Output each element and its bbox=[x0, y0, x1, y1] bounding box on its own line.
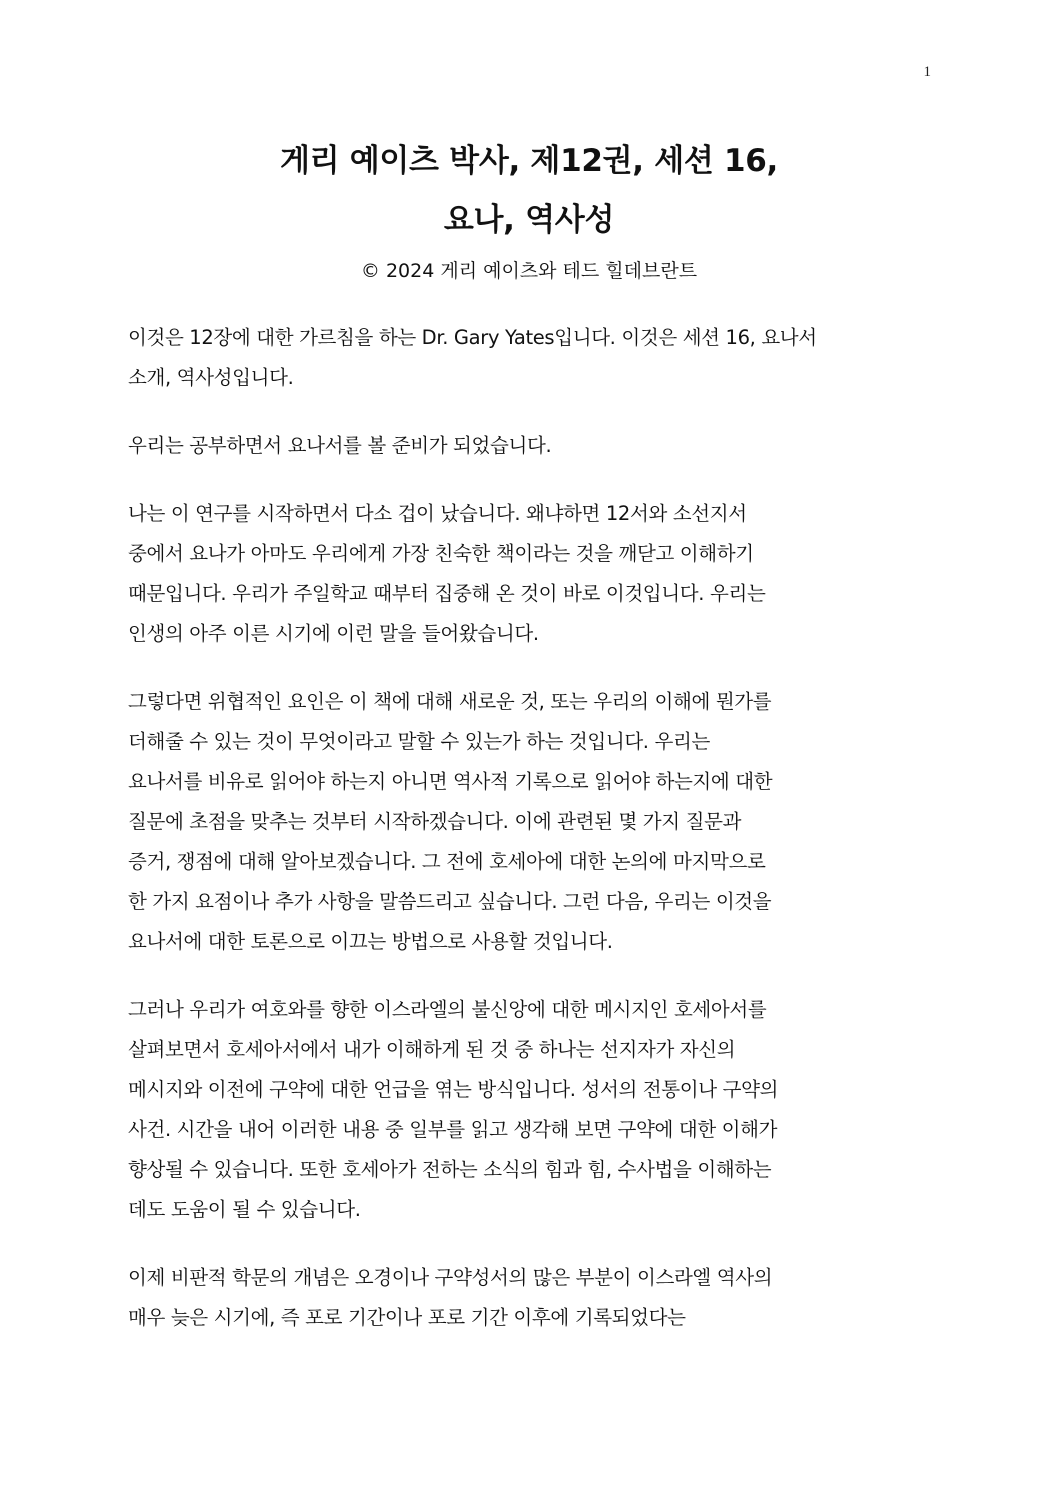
text-line: 더해줄 수 있는 것이 무엇이라고 말할 수 있는가 하는 것입니다. 우리는 bbox=[128, 730, 710, 753]
text-line: 향상될 수 있습니다. 또한 호세아가 전하는 소식의 힘과 힘, 수사법을 이해하는 bbox=[128, 1158, 772, 1181]
paragraph-1 bbox=[128, 318, 948, 398]
text-line: 요나서를 비유로 읽어야 하는지 아니면 역사적 기록으로 읽어야 하는지에 대한 bbox=[128, 770, 773, 793]
text-line: 살펴보면서 호세아서에서 내가 이해하게 된 것 중 하나는 선지자가 자신의 bbox=[128, 1038, 736, 1061]
text-line: 소개, 역사성입니다. bbox=[128, 366, 294, 389]
text-line: 이것은 12장에 대한 가르침을 하는 Dr. Gary Yates입니다. 이것은 세션 16, 요나서 bbox=[128, 326, 817, 349]
text-line: 나는 이 연구를 시작하면서 다소 겁이 났습니다. 왜냐하면 12서와 소선지서 bbox=[128, 502, 747, 525]
paragraph-5 bbox=[128, 990, 948, 1230]
text-line: 요나서에 대한 토론으로 이끄는 방법으로 사용할 것입니다. bbox=[128, 930, 613, 953]
text-line: 매우 늦은 시기에, 즉 포로 기간이나 포로 기간 이후에 기록되었다는 bbox=[128, 1306, 686, 1329]
text-line: 때문입니다. 우리가 주일학교 때부터 집중해 온 것이 바로 이것입니다. 우리는 bbox=[128, 582, 766, 605]
text-line: 인생의 아주 이른 시기에 이런 말을 들어왔습니다. bbox=[128, 622, 539, 645]
paragraph-4 bbox=[128, 682, 948, 962]
page-number: 1 bbox=[923, 64, 931, 80]
paragraph-6 bbox=[128, 1258, 948, 1338]
paragraph-2 bbox=[128, 426, 948, 466]
text-line: 한 가지 요점이나 추가 사항을 말씀드리고 싶습니다. 그런 다음, 우리는 이것을 bbox=[128, 890, 772, 913]
title-line-2: 요나, 역사성 bbox=[443, 202, 615, 238]
text-line: 이제 비판적 학문의 개념은 오경이나 구약성서의 많은 부분이 이스라엘 역사의 bbox=[128, 1266, 773, 1289]
text-line: 우리는 공부하면서 요나서를 볼 준비가 되었습니다. bbox=[128, 434, 552, 457]
text-line: 증거, 쟁점에 대해 알아보겠습니다. 그 전에 호세아에 대한 논의에 마지막으로 bbox=[128, 850, 766, 873]
text-line: 데도 도움이 될 수 있습니다. bbox=[128, 1198, 361, 1221]
text-line: 질문에 초점을 맞추는 것부터 시작하겠습니다. 이에 관련된 몇 가지 질문과 bbox=[128, 810, 742, 833]
text-line: 그렇다면 위협적인 요인은 이 책에 대해 새로운 것, 또는 우리의 이해에 뭔가를 bbox=[128, 690, 772, 713]
paragraph-3 bbox=[128, 494, 948, 654]
text-line: 중에서 요나가 아마도 우리에게 가장 친숙한 책이라는 것을 깨닫고 이해하기 bbox=[128, 542, 754, 565]
document-body bbox=[128, 318, 948, 1366]
title-line-1: 게리 예이츠 박사, 제12권, 세션 16, bbox=[279, 143, 779, 179]
text-line: 그러나 우리가 여호와를 향한 이스라엘의 불신앙에 대한 메시지인 호세아서를 bbox=[128, 998, 767, 1021]
copyright-notice: © 2024 게리 예이츠와 테드 힐데브란트 bbox=[360, 260, 698, 282]
text-line: 메시지와 이전에 구약에 대한 언급을 엮는 방식입니다. 성서의 전통이나 구약의 bbox=[128, 1078, 779, 1101]
text-line: 사건. 시간을 내어 이러한 내용 중 일부를 읽고 생각해 보면 구약에 대한 이해가 bbox=[128, 1118, 778, 1141]
document-title bbox=[100, 132, 958, 250]
